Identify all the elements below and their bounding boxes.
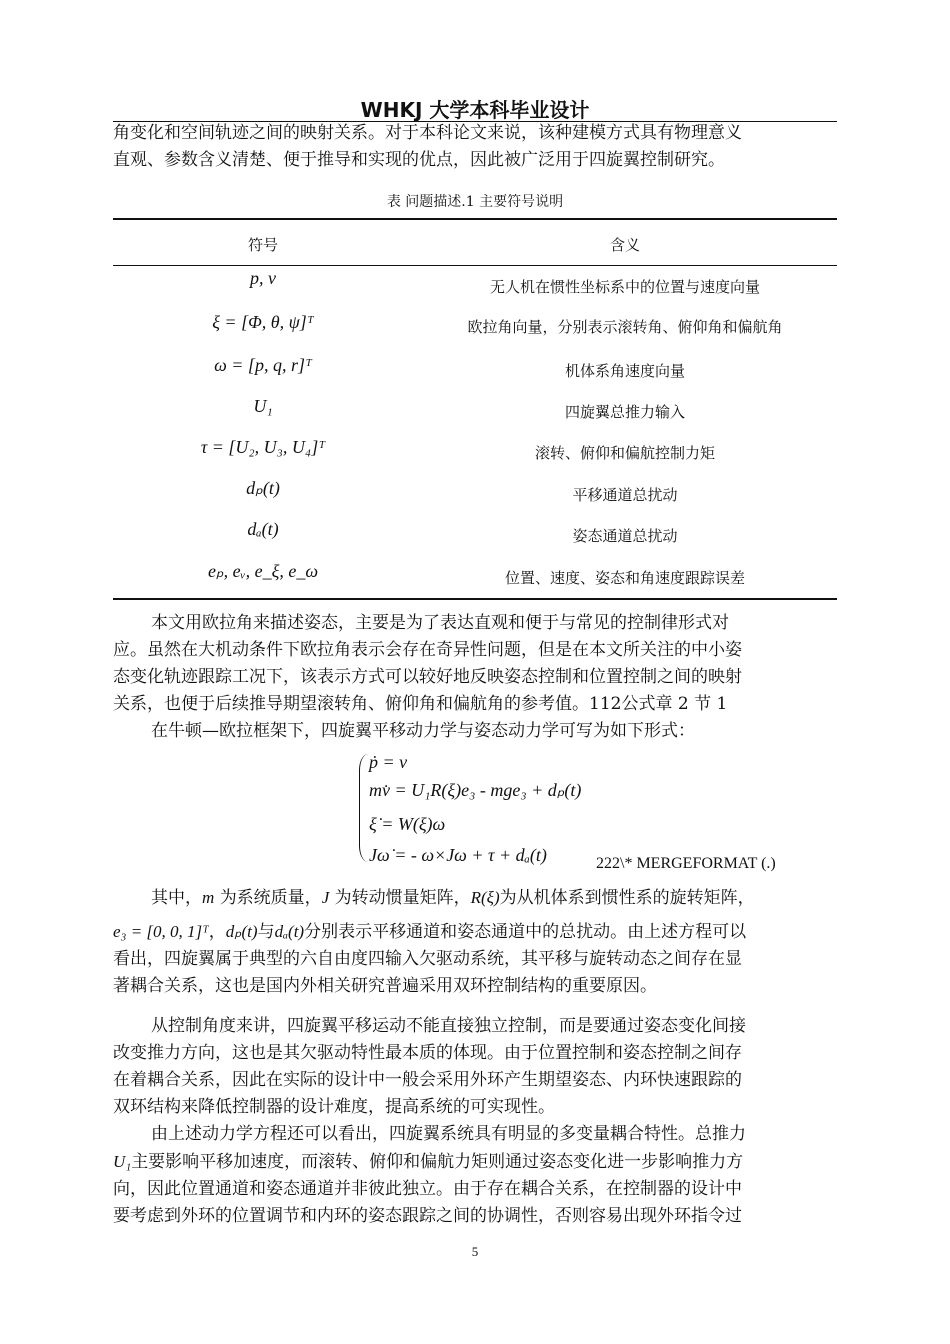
text-run: 本文用欧拉角来描述姿态，主要是为了表达直观和便于与常见的控制律形式对: [151, 613, 729, 633]
row-meaning: 姿态通道总扰动: [572, 527, 678, 545]
text-line: 向，因此位置通道和姿态通道并非彼此独立。由于存在耦合关系，在控制器的设计中: [113, 1179, 742, 1199]
page-number: 5: [471, 1244, 479, 1259]
symbol-dp: dₚ(t): [225, 922, 258, 941]
paragraph-dynamics-intro: [113, 718, 837, 745]
equation-brace: [359, 754, 368, 862]
row-symbol: U₁: [253, 396, 273, 416]
text-run: ，: [208, 922, 226, 942]
paragraph-symbols: [113, 884, 837, 1000]
equation-line: ξ̇ = W(ξ)ω: [369, 814, 446, 834]
text-line: 应。虽然在大机动条件下欧拉角表示会存在奇异性问题，但是在本文所关注的中小姿: [113, 640, 742, 660]
text-line: [113, 1013, 837, 1040]
text-line: 看出，四旋翼属于典型的六自由度四输入欠驱动系统，其平移与旋转动态之间存在显: [113, 949, 742, 969]
text-run: 从控制角度来讲，四旋翼平移运动不能直接独立控制，而是要通过姿态变化间接: [151, 1016, 746, 1036]
text-line: 双环结构来降低控制器的设计难度，提高系统的可实现性。: [113, 1097, 555, 1117]
text-line: 角变化和空间轨迹之间的映射关系。对于本科论文来说，该种建模方式具有物理意义: [113, 123, 742, 143]
symbol-r: R(ξ): [470, 888, 500, 907]
table-header-rule: [113, 265, 837, 266]
text-line: [113, 718, 837, 745]
row-symbol: eₚ, eᵥ, e_ξ, e_ω: [207, 561, 319, 581]
symbol-u1: U₁: [113, 1152, 132, 1171]
text-run: 由上述动力学方程还可以看出，四旋翼系统具有明显的多变量耦合特性。总推力: [151, 1124, 746, 1144]
text-line: [113, 1148, 837, 1176]
text-line: 著耦合关系，这也是国内外相关研究普遍采用双环控制结构的重要原因。: [113, 976, 657, 996]
text-line: 在着耦合关系，因此在实际的设计中一般会采用外环产生期望姿态、内环快速跟踪的: [113, 1070, 742, 1090]
text-run: 为系统质量，: [219, 888, 322, 908]
equation-line: mv̇ = U₁R(ξ)e₃ - mge₃ + dₚ(t): [369, 780, 582, 800]
row-meaning: 欧拉角向量，分别表示滚转角、俯仰角和偏航角: [467, 318, 783, 336]
row-symbol: p, v: [250, 268, 276, 288]
row-meaning: 滚转、俯仰和偏航控制力矩: [534, 444, 715, 462]
paragraph-coupling: [113, 1121, 837, 1230]
row-meaning: 位置、速度、姿态和角速度跟踪误差: [504, 569, 745, 587]
text-run: 在牛顿—欧拉框架下，四旋翼平移动力学与姿态动力学可写为如下形式：: [151, 721, 695, 741]
row-meaning: 四旋翼总推力输入: [564, 403, 685, 421]
table-header-symbol: 符号: [247, 236, 278, 254]
paragraph-control: [113, 1013, 837, 1121]
text-line: [113, 610, 837, 637]
row-meaning: 无人机在惯性坐标系中的位置与速度向量: [489, 278, 760, 296]
text-line: 关系，也便于后续推导期望滚转角、俯仰角和偏航角的参考值。112公式章 2 节 1: [113, 694, 728, 714]
symbol-m: m: [202, 888, 215, 907]
equation-line: ṗ = v: [369, 752, 408, 772]
page-header-title: WHKJ 大学本科毕业设计: [360, 98, 590, 122]
table-caption: 表 问题描述.1 主要符号说明: [386, 194, 564, 210]
text-run: 为转动惯量矩阵，: [334, 888, 471, 908]
row-symbol: ω = [p, q, r]ᵀ: [214, 355, 312, 375]
text-line: 改变推力方向，这也是其欠驱动特性最本质的体现。由于位置控制和姿态控制之间存: [113, 1043, 742, 1063]
symbol-e3: e₃ = [0, 0, 1]ᵀ: [113, 922, 209, 941]
row-symbol: dₚ(t): [246, 478, 280, 498]
table-top-rule: [113, 218, 837, 220]
equation-line: Jω̇ = - ω×Jω + τ + dₐ(t): [369, 845, 547, 865]
text-line: [113, 918, 837, 946]
symbol-j: J: [321, 888, 330, 907]
table-header-meaning: 含义: [609, 236, 640, 254]
text-run: 其中，: [151, 888, 202, 908]
row-meaning: 平移通道总扰动: [572, 486, 678, 504]
text-run: 与: [257, 922, 275, 942]
row-symbol: ξ = [Φ, θ, ψ]ᵀ: [212, 312, 314, 332]
paragraph-euler: [113, 610, 837, 718]
table-bottom-rule: [113, 598, 837, 600]
row-meaning: 机体系角速度向量: [564, 362, 685, 380]
equation-tag: 222\* MERGEFORMAT (.): [596, 855, 776, 872]
text-run: 分别表示平移通道和姿态通道中的总扰动。由上述方程可以: [304, 922, 747, 942]
text-run: 主要影响平移加速度，而滚转、俯仰和偏航力矩则通过姿态变化进一步影响推力方: [131, 1152, 744, 1172]
text-line: 要考虑到外环的位置调节和内环的姿态跟踪之间的协调性，否则容易出现外环指令过: [113, 1206, 742, 1226]
row-symbol: dₐ(t): [247, 519, 279, 539]
text-line: [113, 884, 837, 912]
text-line: 态变化轨迹跟踪工况下，该表示方式可以较好地反映姿态控制和位置控制之间的映射: [113, 667, 742, 687]
intro-paragraph: [113, 120, 837, 174]
text-line: [113, 1121, 837, 1148]
row-symbol: τ = [U₂, U₃, U₄]ᵀ: [200, 437, 326, 457]
text-run: 为从机体系到惯性系的旋转矩阵，: [499, 888, 755, 908]
symbol-da: dₐ(t): [274, 922, 305, 941]
text-line: 直观、参数含义清楚、便于推导和实现的优点，因此被广泛用于四旋翼控制研究。: [113, 150, 725, 170]
